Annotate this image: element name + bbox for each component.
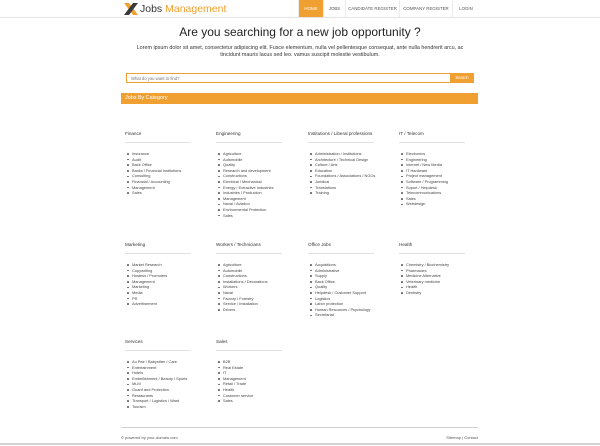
category-title: Marketing bbox=[125, 242, 146, 247]
category-link[interactable]: Foundations / Associations / NGOs bbox=[315, 173, 396, 179]
category-link[interactable]: Constructions bbox=[223, 273, 304, 279]
category-link[interactable]: Management bbox=[132, 185, 213, 191]
category-link[interactable]: Health bbox=[223, 387, 304, 393]
category-office-jobs bbox=[308, 242, 396, 318]
search-bar bbox=[126, 73, 474, 83]
category-link[interactable]: Service / Installation bbox=[223, 301, 304, 307]
category-link[interactable]: Environmental Protection bbox=[223, 207, 304, 213]
divider bbox=[308, 253, 374, 254]
category-link[interactable]: MLM bbox=[132, 381, 213, 387]
category-finance bbox=[125, 131, 213, 196]
category-link[interactable]: Human Resources / Psychology bbox=[315, 307, 396, 313]
logo-text bbox=[140, 3, 226, 15]
logo-x-icon bbox=[123, 2, 139, 16]
category-link[interactable]: Software / Programming bbox=[406, 179, 487, 185]
category-link[interactable]: Banks / Financial Institutions bbox=[132, 168, 213, 174]
category-list bbox=[308, 151, 396, 196]
category-link[interactable]: Administrative bbox=[315, 268, 396, 274]
category-link[interactable]: Entertainment bbox=[132, 365, 213, 371]
divider bbox=[399, 142, 465, 143]
category-sales bbox=[216, 339, 304, 404]
category-health bbox=[399, 242, 487, 296]
category-link[interactable]: Back Office bbox=[315, 279, 396, 285]
category-engineering bbox=[216, 131, 304, 218]
category-link[interactable]: Telecommunications bbox=[406, 190, 487, 196]
category-link[interactable]: Hotels bbox=[132, 370, 213, 376]
nav-jobs[interactable]: JOBS bbox=[323, 0, 345, 17]
footer-copyright: © powered by your-domain.com bbox=[121, 435, 178, 440]
category-link[interactable]: Project management bbox=[406, 173, 487, 179]
category-link[interactable]: Media bbox=[132, 290, 213, 296]
category-link[interactable]: Agriculture bbox=[223, 262, 304, 268]
search-input[interactable] bbox=[126, 73, 450, 83]
category-link[interactable]: Logistics bbox=[315, 296, 396, 302]
footer-sitemap-link[interactable]: Sitemap bbox=[446, 435, 461, 440]
category-services bbox=[125, 339, 213, 409]
category-link[interactable]: Audit bbox=[132, 157, 213, 163]
category-link[interactable]: IT Hardware bbox=[406, 168, 487, 174]
category-link[interactable]: Helpdesk / Customer Support bbox=[315, 290, 396, 296]
footer-separator: | bbox=[460, 435, 465, 440]
category-link[interactable]: Financial / Accounting bbox=[132, 179, 213, 185]
category-link[interactable]: Veterinary medicine bbox=[406, 279, 487, 285]
categories-header: Jobs By Category bbox=[121, 93, 478, 104]
category-link[interactable]: Au Pair / Babysitter / Care bbox=[132, 359, 213, 365]
category-link[interactable]: Sales bbox=[223, 213, 304, 219]
category-link[interactable]: Market Research bbox=[132, 262, 213, 268]
category-link[interactable]: Consulting bbox=[132, 173, 213, 179]
category-link[interactable]: Sales bbox=[223, 398, 304, 404]
category-link[interactable]: Suport / Helpdesk bbox=[406, 185, 487, 191]
category-link[interactable]: Restaurants bbox=[132, 393, 213, 399]
nav-home[interactable]: HOME bbox=[298, 0, 323, 17]
category-marketing bbox=[125, 242, 213, 307]
search-button[interactable]: Search bbox=[450, 73, 474, 83]
category-link[interactable]: Hostess / Promoters bbox=[132, 273, 213, 279]
divider bbox=[125, 253, 191, 254]
category-link[interactable]: Quality bbox=[315, 284, 396, 290]
category-title: IT / Telecom bbox=[399, 131, 424, 136]
logo-text-jobs: Jobs bbox=[140, 3, 163, 15]
category-link[interactable]: Acquisitions bbox=[315, 262, 396, 268]
category-link[interactable]: Supply bbox=[315, 273, 396, 279]
category-link[interactable]: Architecture / Technical Design bbox=[315, 157, 396, 163]
footer-contact-link[interactable]: Contact bbox=[464, 435, 478, 440]
category-link[interactable]: Internet / New Media bbox=[406, 162, 487, 168]
category-link[interactable]: Management bbox=[223, 376, 304, 382]
divider bbox=[216, 253, 282, 254]
category-link[interactable]: PR bbox=[132, 296, 213, 302]
category-link[interactable]: Translations bbox=[315, 185, 396, 191]
category-link[interactable]: Transport / Logistics / Ward bbox=[132, 398, 213, 404]
logo-text-management: Management bbox=[162, 3, 227, 15]
category-link[interactable]: Pharmacies bbox=[406, 268, 487, 274]
category-link[interactable]: Sales bbox=[132, 190, 213, 196]
category-link[interactable]: Culture / Arts bbox=[315, 162, 396, 168]
category-link[interactable]: IT bbox=[223, 370, 304, 376]
category-link[interactable]: Constructions bbox=[223, 173, 304, 179]
category-link[interactable]: Copywriting bbox=[132, 268, 213, 274]
category-title: Finance bbox=[125, 131, 142, 136]
category-link[interactable]: Electrical / Mechanical bbox=[223, 179, 304, 185]
divider bbox=[216, 350, 282, 351]
category-link[interactable]: Automobile bbox=[223, 157, 304, 163]
category-link[interactable]: Labor protection bbox=[315, 301, 396, 307]
divider bbox=[308, 142, 374, 143]
category-link[interactable]: Energy / Extractive Industries bbox=[223, 185, 304, 191]
category-link[interactable]: Industries / Production bbox=[223, 190, 304, 196]
category-link[interactable]: Workers bbox=[223, 284, 304, 290]
nav-company-register[interactable]: COMPANY REGISTER bbox=[399, 0, 452, 17]
category-link[interactable]: Real Estate bbox=[223, 365, 304, 371]
category-link[interactable]: Quality bbox=[223, 162, 304, 168]
category-link[interactable]: Agriculture bbox=[223, 151, 304, 157]
category-link[interactable]: B2B bbox=[223, 359, 304, 365]
category-title: Institutions / Liberal professions bbox=[308, 131, 373, 136]
category-link[interactable]: Medicine Alternative bbox=[406, 273, 487, 279]
category-link[interactable]: Tourism bbox=[132, 404, 213, 410]
footer-links bbox=[446, 435, 478, 440]
hero-title: Are you searching for a new job opportunity ? bbox=[179, 25, 421, 39]
category-link[interactable]: Retail / Trade bbox=[223, 381, 304, 387]
category-link[interactable]: Customer service bbox=[223, 393, 304, 399]
divider bbox=[399, 253, 465, 254]
category-link[interactable]: Electronics bbox=[406, 151, 487, 157]
category-workers-technicians bbox=[216, 242, 304, 312]
category-link[interactable]: Drivers bbox=[223, 307, 304, 313]
category-title: Office Jobs bbox=[308, 242, 331, 247]
category-link[interactable]: Training bbox=[315, 190, 396, 196]
category-institutions bbox=[308, 131, 396, 196]
category-link[interactable]: Advertisement bbox=[132, 301, 213, 307]
category-link[interactable]: Back Office bbox=[132, 162, 213, 168]
category-link[interactable]: Naval bbox=[223, 290, 304, 296]
category-link[interactable]: Installations / Decorations bbox=[223, 279, 304, 285]
category-link[interactable]: Engineering bbox=[406, 157, 487, 163]
category-list bbox=[399, 262, 487, 296]
divider bbox=[125, 142, 191, 143]
category-link[interactable]: Management bbox=[223, 196, 304, 202]
hero-text: Lorem ipsum dolor sit amet, consectetur adipiscing elit. Fusce elementum, nulla vel pellentesque consequat, ante nulla hendrerit arcu, ac tincidunt mauris lacus sed leo. vamus suscipit molestie vestibulum. bbox=[136, 45, 464, 58]
category-link[interactable]: Factory / Forestry bbox=[223, 296, 304, 302]
category-list bbox=[216, 262, 304, 312]
category-title: Workers / Technicians bbox=[216, 242, 261, 247]
category-link[interactable]: Dentistry bbox=[406, 290, 487, 296]
category-title: Engineering bbox=[216, 131, 241, 136]
category-list bbox=[125, 359, 213, 409]
category-link[interactable]: Chemistry / Biochemistry bbox=[406, 262, 487, 268]
category-link[interactable]: Insurance bbox=[132, 151, 213, 157]
category-it-telecom bbox=[399, 131, 487, 207]
category-link[interactable]: Secretariat bbox=[315, 312, 396, 318]
category-link[interactable]: Automobile bbox=[223, 268, 304, 274]
nav-candidate-register[interactable]: CANDIDATE REGISTER bbox=[345, 0, 399, 17]
category-link[interactable]: Management bbox=[132, 279, 213, 285]
nav-login[interactable]: LOGIN bbox=[452, 0, 479, 17]
category-link[interactable]: Marketing bbox=[132, 284, 213, 290]
category-link[interactable]: Research and development bbox=[223, 168, 304, 174]
category-link[interactable]: Webdesign bbox=[406, 201, 487, 207]
top-bar bbox=[0, 0, 600, 18]
category-link[interactable]: Juridical bbox=[315, 179, 396, 185]
category-title: Services bbox=[125, 339, 143, 344]
main-nav bbox=[298, 0, 479, 17]
category-link[interactable]: Education bbox=[315, 168, 396, 174]
category-link[interactable]: Naval / Aviation bbox=[223, 201, 304, 207]
category-link[interactable]: Guard and Protection bbox=[132, 387, 213, 393]
category-title: Health bbox=[399, 242, 413, 247]
category-link[interactable]: Sales bbox=[406, 196, 487, 202]
category-list bbox=[308, 262, 396, 318]
category-link[interactable]: Administration / Institutions bbox=[315, 151, 396, 157]
divider bbox=[125, 350, 191, 351]
category-list bbox=[125, 151, 213, 196]
category-list bbox=[125, 262, 213, 307]
category-link[interactable]: Embellishment / Beauty / Sports bbox=[132, 376, 213, 382]
category-list bbox=[399, 151, 487, 207]
category-list bbox=[216, 151, 304, 218]
divider bbox=[216, 142, 282, 143]
category-title: Sales bbox=[216, 339, 228, 344]
category-list bbox=[216, 359, 304, 404]
category-link[interactable]: Health bbox=[406, 284, 487, 290]
logo[interactable] bbox=[123, 2, 226, 16]
